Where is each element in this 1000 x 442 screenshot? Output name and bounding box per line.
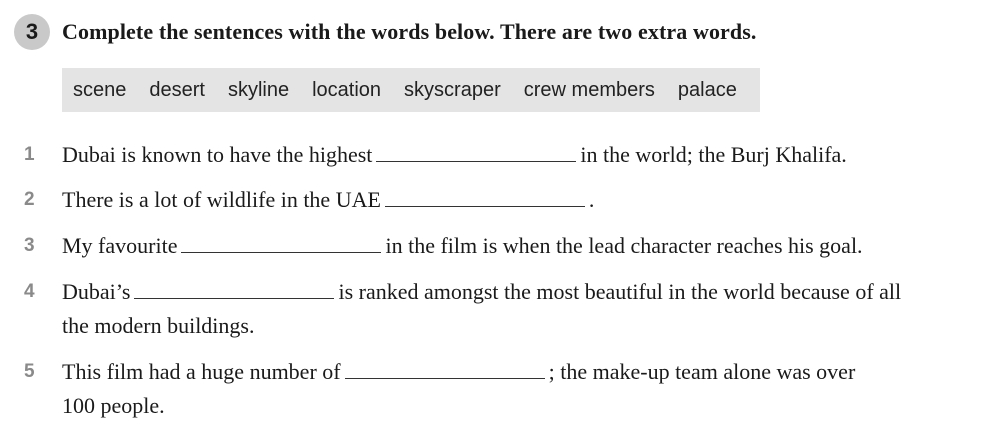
word-bank-item: crew members — [523, 78, 655, 101]
sentence-number: 5 — [24, 361, 35, 382]
sentence-before: This film had a huge number of — [62, 359, 341, 384]
sentence-text — [62, 138, 847, 172]
word-bank-item: palace — [677, 78, 737, 101]
word-bank — [62, 68, 760, 112]
word-bank-item: desert — [149, 78, 205, 101]
sentence-after: in the film is when the lead character reaches his goal. — [385, 233, 863, 258]
sentence-before: My favourite — [62, 233, 178, 258]
sentence-text — [62, 229, 863, 263]
sentence-number: 1 — [24, 144, 35, 165]
sentence-text — [62, 355, 855, 389]
answer-blank[interactable] — [385, 186, 585, 207]
sentence-text: the modern buildings. — [62, 313, 255, 338]
sentence-text — [62, 275, 901, 309]
sentence-after: . — [588, 187, 595, 212]
sentence-before: There is a lot of wildlife in the UAE — [62, 187, 381, 212]
answer-blank[interactable] — [181, 232, 381, 253]
answer-blank[interactable] — [376, 141, 576, 162]
sentence-number: 4 — [24, 281, 35, 302]
word-bank-item: skyscraper — [404, 78, 501, 101]
sentence-number: 3 — [24, 235, 35, 256]
sentence-text — [62, 183, 594, 217]
exercise-instruction: Complete the sentences with the words below. There are two extra words. — [62, 19, 757, 44]
exercise-heading — [14, 14, 757, 50]
exercise-number-badge: 3 — [14, 14, 50, 50]
word-bank-item: skyline — [227, 78, 290, 101]
sentence-text: 100 people. — [62, 393, 165, 418]
sentence-after: is ranked amongst the most beautiful in the world because of all — [338, 279, 902, 304]
sentence-before: Dubai is known to have the highest — [62, 142, 373, 167]
word-bank-item: scene — [73, 78, 127, 101]
sentence-after: ; the make-up team alone was over — [548, 359, 856, 384]
answer-blank[interactable] — [345, 358, 545, 379]
answer-blank[interactable] — [134, 278, 334, 299]
sentence-after: in the world; the Burj Khalifa. — [580, 142, 847, 167]
word-bank-item: location — [312, 78, 382, 101]
sentence-before: Dubai’s — [62, 279, 131, 304]
sentence-number: 2 — [24, 189, 35, 210]
